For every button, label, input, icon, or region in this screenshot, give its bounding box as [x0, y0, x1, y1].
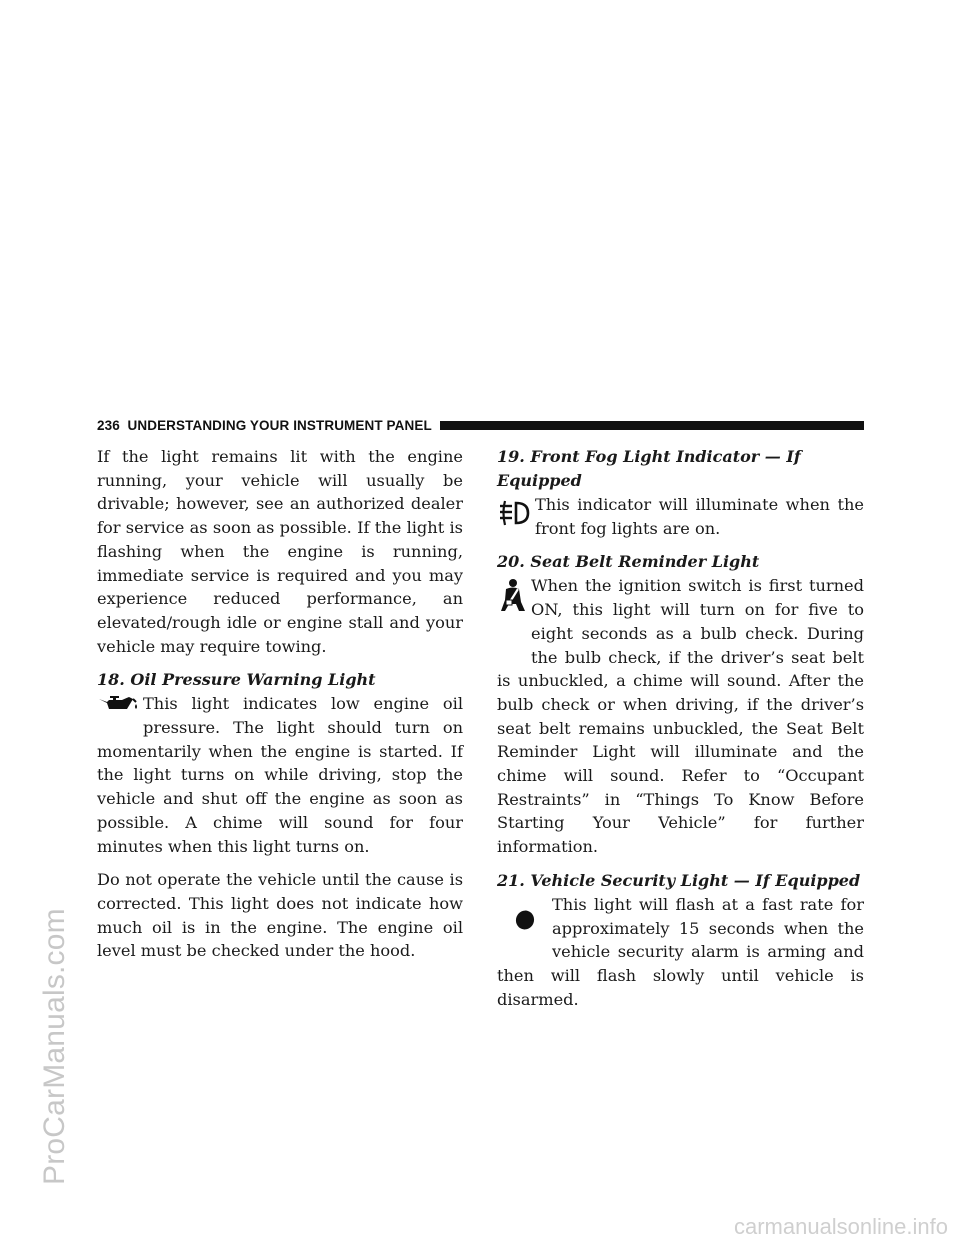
seat-belt-section [497, 550, 864, 858]
closing-paragraph: Do not operate the vehicle until the cause is corrected. This light does not indicate how much oil is in the engine. The engine oil level must be checked under the hood. [97, 870, 463, 961]
security-light-icon [497, 893, 552, 948]
fog-light-text: This indicator will illuminate when the front fog lights are on. [535, 495, 864, 538]
fog-light-icon [497, 499, 533, 535]
oil-pressure-section [97, 668, 463, 858]
page-header-text [97, 418, 432, 433]
header-rule [440, 421, 864, 430]
security-light-text: This light will flash at a fast rate for approximately 15 seconds when the vehicle security alarm is arming and then will flash slowly until vehicle is disarmed. [497, 894, 864, 1009]
fog-light-section [497, 445, 864, 540]
side-watermark: ProCarManuals.com [38, 908, 71, 1185]
fog-light-body [497, 493, 864, 540]
seat-belt-icon [497, 578, 531, 648]
seat-belt-body [497, 574, 864, 858]
security-light-body [497, 893, 864, 1012]
intro-paragraph: If the light remains lit with the engine running, your vehicle will usually be drivable; however, see an authorized dealer for service as soon as possible. If the light is flashing when the engine is running, immediate service is required and you may experience reduced performance, an elevated/rough idle or engine stall and your vehicle may require towing. [97, 447, 463, 656]
page-header [97, 417, 864, 433]
oil-can-icon [97, 693, 139, 721]
seat-belt-heading: 20. Seat Belt Reminder Light [497, 552, 760, 572]
fog-light-heading: 19. Front Fog Light Indicator — If Equipped [497, 447, 801, 490]
seat-belt-text: When the ignition switch is first turned ON, this light will turn on for five to eight seconds as a bulb check. During the bulb check, if the driver’s seat belt is unbuckled, a chime will sound. After the bulb check or when driving, if the driver’s seat belt remains unbuckled, the Seat Belt Reminder Light will illuminate and the chime will sound. Refer to “Occupant Restraints” in “Things To Know Before Starting Your Vehicle” for further information. [497, 576, 864, 857]
oil-pressure-body [97, 692, 463, 858]
page-number: 236 [97, 417, 120, 433]
bottom-watermark: carmanualsonline.info [733, 1214, 948, 1239]
oil-pressure-heading: 18. Oil Pressure Warning Light [97, 670, 376, 690]
section-title: UNDERSTANDING YOUR INSTRUMENT PANEL [127, 417, 432, 433]
right-column [497, 445, 864, 1021]
oil-pressure-text: This light indicates low engine oil pressure. The light should turn on momentarily when the engine is started. If the light turns on while driving, stop the vehicle and shut off the engine as soon as possible. A chime will sound for four minutes when this light turns on. [97, 694, 463, 856]
security-light-heading: 21. Vehicle Security Light — If Equipped [497, 870, 861, 890]
security-light-section [497, 869, 864, 1012]
left-column [97, 445, 463, 973]
